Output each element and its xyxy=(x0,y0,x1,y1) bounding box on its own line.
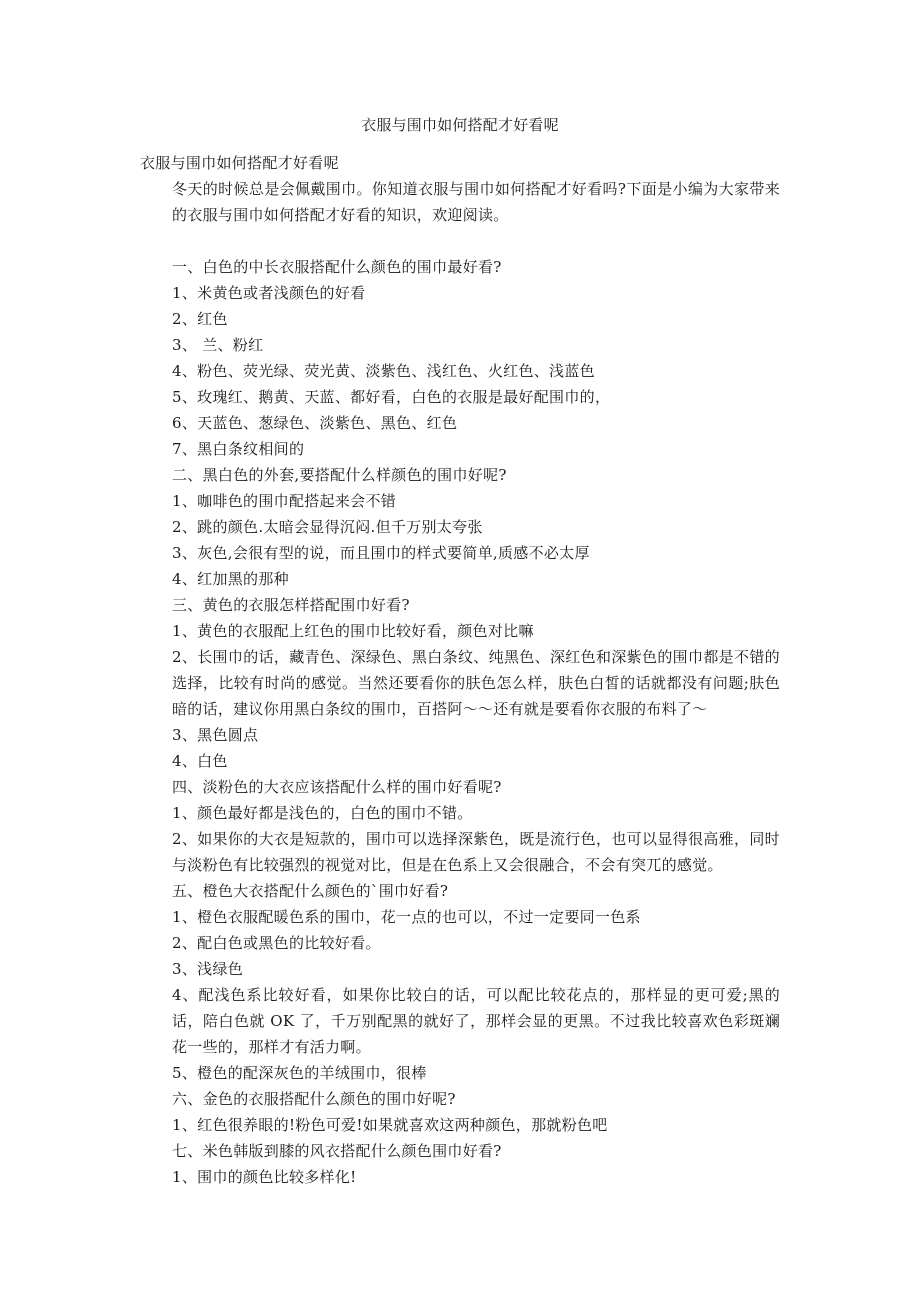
list-item: 6、天蓝色、葱绿色、淡紫色、黑色、红色 xyxy=(172,414,458,432)
list-item: 4、配浅色系比较好看，如果你比较白的话，可以配比较花点的，那样显的更可爱;黑的话，陪白色就 OK 了，千万别配黑的就好了，那样会显的更黑。不过我比较喜欢色彩斑斓花一些的，那样才有活力啊。 xyxy=(172,986,780,1056)
section-heading: 五、橙色大衣搭配什么颜色的`围巾好看? xyxy=(172,882,449,900)
list-item: 2、红色 xyxy=(172,310,228,328)
document-subtitle: 衣服与围巾如何搭配才好看呢 xyxy=(140,154,339,172)
document-body xyxy=(140,150,780,1190)
intro-paragraph: 冬天的时候总是会佩戴围巾。你知道衣服与围巾如何搭配才好看吗?下面是小编为大家带来的衣服与围巾如何搭配才好看的知识，欢迎阅读。 xyxy=(172,180,780,224)
list-item: 2、长围巾的话，藏青色、深绿色、黑白条纹、纯黑色、深红色和深紫色的围巾都是不错的选择，比较有时尚的感觉。当然还要看你的肤色怎么样，肤色白皙的话就都没有问题;肤色暗的话，建议你用黑白条纹的围巾，百搭阿～～还有就是要看你衣服的布料了～ xyxy=(172,648,780,718)
blank-line xyxy=(140,228,780,254)
list-item: 5、橙色的配深灰色的羊绒围巾，很棒 xyxy=(172,1064,427,1082)
list-item: 3、黑色圆点 xyxy=(172,726,259,744)
section-heading: 三、黄色的衣服怎样搭配围巾好看? xyxy=(172,596,410,614)
section-heading: 七、米色韩版到膝的风衣搭配什么颜色围巾好看? xyxy=(172,1142,502,1160)
list-item: 1、红色很养眼的!粉色可爱!如果就喜欢这两种颜色，那就粉色吧 xyxy=(172,1116,608,1134)
list-item: 1、橙色衣服配暖色系的围巾，花一点的也可以，不过一定要同一色系 xyxy=(172,908,641,926)
document-title: 衣服与围巾如何搭配才好看呢 xyxy=(361,116,559,134)
list-item: 7、黑白条纹相间的 xyxy=(172,440,305,458)
list-item: 1、米黄色或者浅颜色的好看 xyxy=(172,284,366,302)
list-item: 3、灰色,会很有型的说，而且围巾的样式要简单,质感不必太厚 xyxy=(172,544,590,562)
list-item: 2、跳的颜色.太暗会显得沉闷.但千万别太夸张 xyxy=(172,518,483,536)
section-heading: 六、金色的衣服搭配什么颜色的围巾好呢? xyxy=(172,1090,456,1108)
section-heading: 四、淡粉色的大衣应该搭配什么样的围巾好看呢? xyxy=(172,778,502,796)
section-heading: 一、白色的中长衣服搭配什么颜色的围巾最好看? xyxy=(172,258,502,276)
list-item: 4、粉色、荧光绿、荧光黄、淡紫色、浅红色、火红色、浅蓝色 xyxy=(172,362,595,380)
section-heading: 二、黑白色的外套,要搭配什么样颜色的围巾好呢? xyxy=(172,466,507,484)
list-item: 2、配白色或黑色的比较好看。 xyxy=(172,934,381,952)
list-item: 1、围巾的颜色比较多样化! xyxy=(172,1168,357,1186)
list-item: 2、如果你的大衣是短款的，围巾可以选择深紫色，既是流行色，也可以显得很高雅，同时与淡粉色有比较强烈的视觉对比，但是在色系上又会很融合，不会有突兀的感觉。 xyxy=(172,830,780,874)
list-item: 1、咖啡色的围巾配搭起来会不错 xyxy=(172,492,397,510)
list-item: 3、 兰、粉红 xyxy=(172,336,264,354)
list-item: 3、浅绿色 xyxy=(172,960,244,978)
list-item: 1、黄色的衣服配上红色的围巾比较好看，颜色对比嘛 xyxy=(172,622,534,640)
list-item: 5、玫瑰红、鹅黄、天蓝、都好看，白色的衣服是最好配围巾的， xyxy=(172,388,611,406)
list-item: 4、红加黑的那种 xyxy=(172,570,289,588)
list-item: 1、颜色最好都是浅色的，白色的围巾不错。 xyxy=(172,804,473,822)
list-item: 4、白色 xyxy=(172,752,228,770)
